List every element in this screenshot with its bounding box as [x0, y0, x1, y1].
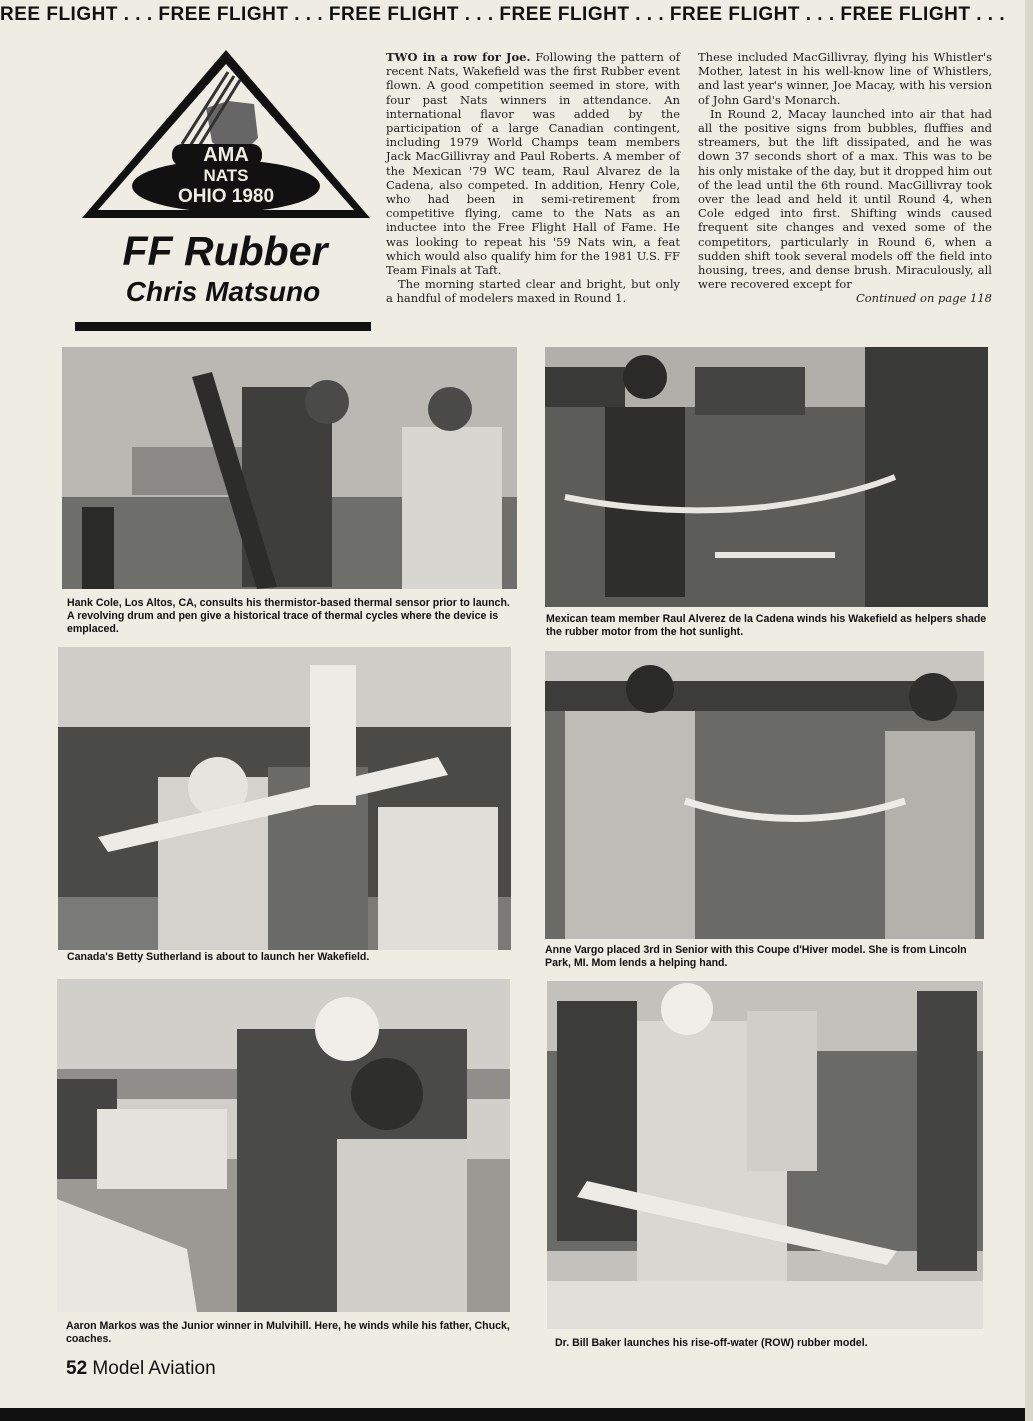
article-author: Chris Matsuno	[125, 276, 321, 307]
photo-betty-sutherland	[58, 647, 511, 950]
caption-hank-cole: Hank Cole, Los Altos, CA, consults his thermistor-based thermal sensor prior to launch. A revolving drum and pen give a historical trace of thermal cycles where the device is emplaced.	[67, 597, 510, 635]
page-number: 52	[66, 1358, 88, 1379]
photo-hank-cole	[62, 347, 517, 589]
caption-aaron-markos: Aaron Markos was the Junior winner in Mulvihill. Here, he winds while his father, Chuck, coaches.	[66, 1320, 510, 1345]
logo-ohio-text: OHIO 1980	[177, 186, 275, 207]
article-paragraph-4: In Round 2, Macay launched into air that had all the positive signs from bubbles, fluffies and streamers, but the lift dissipated, and he was down 37 seconds short of a max. This was to be his only mistake of the day, but it dropped him out of the lead until the 6th round. MacGillivray took over the lead and held it until Round 4, when Cole edged into first. Shifting winds caused frequent site changes and vexed some of the competitors, particularly in Round 6, when a sudden shift took several models off the field into housing, trees, and dense brush. Miraculously, all were recovered except for	[698, 106, 992, 292]
caption-betty-sutherland: Canada's Betty Sutherland is about to launch her Wakefield.	[67, 951, 370, 963]
logo-ama-text: AMA	[203, 144, 249, 166]
caption-anne-vargo: Anne Vargo placed 3rd in Senior with this Coupe d'Hiver model. She is from Lincoln Park, MI. Mom lends a helping hand.	[545, 944, 967, 969]
article-paragraph-2: The morning started clear and bright, but only a handful of modelers maxed in Round 1.	[386, 277, 680, 306]
page-bottom-edge	[0, 1408, 1033, 1421]
article-paragraph-1	[386, 50, 680, 277]
article-column-2	[698, 50, 992, 306]
photo-anne-vargo	[545, 651, 984, 939]
article-paragraph-1-text: Following the pattern of recent Nats, Wakefield was the first Rubber event flown. A good competition seemed in store, with four past Nats winners in attendance. An international flavor was added by the participation of a large Canadian contingent, including 1979 World Champs team members Jack MacGillivray and Paul Roberts. A member of the Mexican '79 WC team, Raul Alvarez de la Cadena, also competed. In addition, Henry Cole, who had been in semi-retirement from competitive flying, came to the Nats as an inductee into the Free Flight Hall of Fame. He was looking to repeat his '59 Nats win, a feat which would also qualify him for the 1981 U.S. FF Team Finals at Taft.	[386, 50, 681, 278]
running-header-banner: REE FLIGHT . . . FREE FLIGHT . . . FREE FLIGHT . . . FREE FLIGHT . . . FREE FLIGHT . . . FREE FLIGHT . . .	[0, 4, 1006, 25]
ama-nats-ohio-1980-logo	[78, 46, 374, 222]
caption-raul-alvarez: Mexican team member Raul Alverez de la Cadena winds his Wakefield as helpers shade the rubber motor from the hot sunlight.	[546, 613, 987, 638]
caption-bill-baker: Dr. Bill Baker launches his rise-off-water (ROW) rubber model.	[555, 1337, 868, 1349]
photo-raul-alvarez	[545, 347, 988, 607]
continued-note: Continued on page 118	[855, 291, 992, 306]
article-lead: TWO in a row for Joe.	[386, 50, 531, 64]
photo-bill-baker	[547, 981, 983, 1329]
logo-nats-text: NATS	[203, 166, 249, 185]
title-rule	[75, 322, 371, 331]
page-footer	[66, 1358, 216, 1380]
page-right-edge	[1025, 0, 1033, 1421]
magazine-name: Model Aviation	[92, 1358, 216, 1379]
photo-aaron-markos	[57, 979, 510, 1312]
article-column-1	[386, 50, 680, 306]
article-paragraph-3: These included MacGillivray, flying his Whistler's Mother, latest in his well-know line of Whistlers, and last year's winner, Joe Macay, with his version of John Gard's Monarch.	[698, 50, 992, 107]
article-title: FF Rubber	[122, 228, 328, 274]
